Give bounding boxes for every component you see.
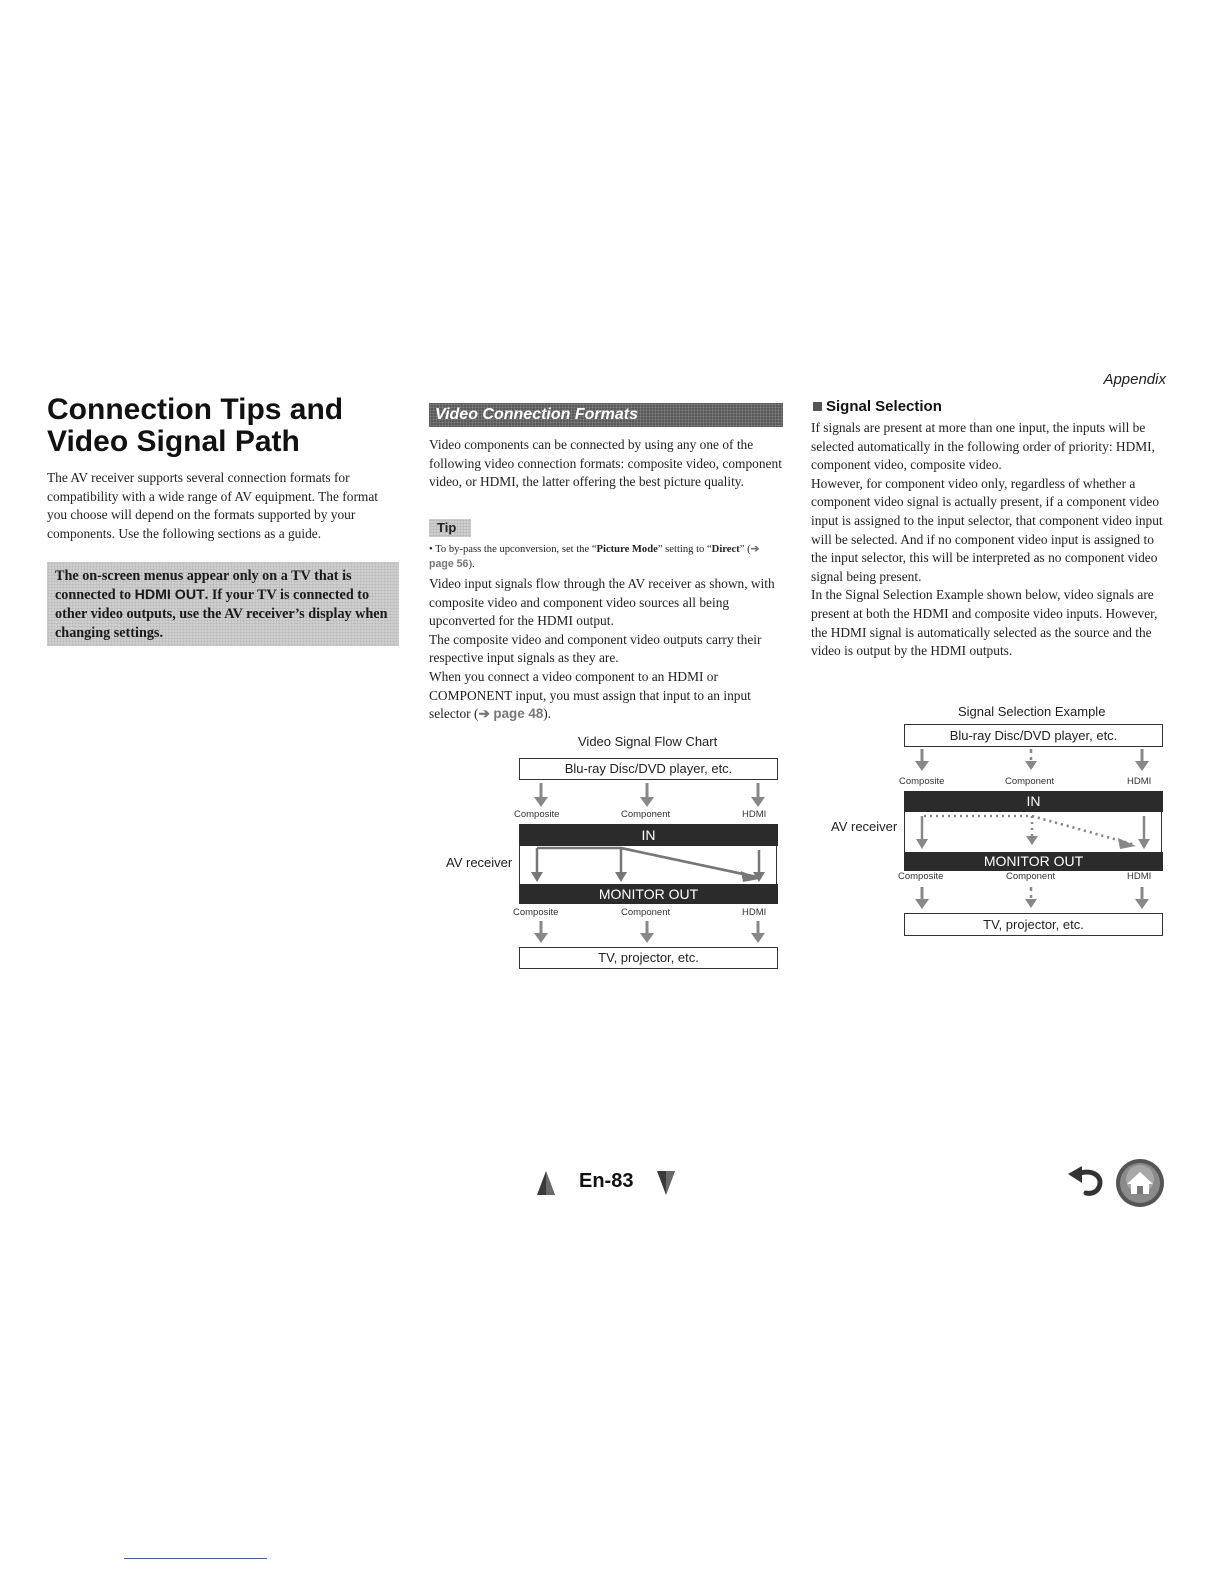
flow-in-arrows <box>505 780 795 810</box>
note-box <box>47 562 399 646</box>
example-in-composite: Composite <box>899 776 945 787</box>
flow-internal-paths <box>519 846 778 884</box>
assign-paragraph: When you connect a video component to an HDMI or COMPONENT input, you must assign that input to an input selector (➔ page 48). <box>429 668 751 722</box>
hdmi-out-term: HDMI OUT <box>134 587 205 603</box>
example-paragraph: In the Signal Selection Example shown below, video signals are present at both the HDMI and composite video inputs. However, the HDMI signal is automatically selected as the source and the video is output by the HDMI outputs. <box>811 587 1158 659</box>
section-label: Appendix <box>1103 371 1166 388</box>
section-banner <box>429 403 783 427</box>
example-out-bar: MONITOR OUT <box>904 852 1163 871</box>
example-in-hdmi: HDMI <box>1127 776 1152 787</box>
priority-paragraph: If signals are present at more than one input, the inputs will be selected automatically in the following order of priority: HDMI, component video, composite video. <box>811 420 1155 473</box>
tip-label: Tip <box>437 520 457 535</box>
page-title <box>47 394 407 458</box>
example-out-component: Component <box>1006 871 1056 882</box>
flow-chart-title: Video Signal Flow Chart <box>578 734 718 749</box>
page-56-link[interactable]: ➔ page 56 <box>429 543 760 570</box>
example-source-box: Blu-ray Disc/DVD player, etc. <box>904 724 1163 747</box>
intro-paragraph: The AV receiver supports several connection formats for compatibility with a wide range of AV equipment. The format you choose will depend on the formats supported by your components. Use the following sections as a guide. <box>47 470 378 541</box>
example-out-composite: Composite <box>898 871 944 882</box>
component-paragraph: However, for component video only, regardless of whether a component video signal is actually present, if a component video input is assigned to the input selector, that component video input will be selected. And if no component video input is assigned to the input selector, this will be interpreted as no component video signal being present. <box>811 475 1163 584</box>
note-text: The on-screen menus appear only on a TV that is connected to HDMI OUT. If your TV is connected to other video outputs, use the AV receiver’s display when changing settings. <box>55 568 388 641</box>
banner-title: Video Connection Formats <box>435 406 638 423</box>
signal-selection-text <box>811 419 1167 661</box>
home-icon[interactable] <box>1114 1157 1166 1209</box>
tip-badge <box>429 519 471 537</box>
page-title-line2: Video Signal Path <box>47 425 300 458</box>
flow-out-component: Component <box>621 907 671 918</box>
signal-flow-text <box>429 575 783 724</box>
flow-in-bar: IN <box>519 824 778 846</box>
formats-paragraph: Video components can be connected by using any one of the following video connection formats: composite video, component video, or HDMI, the latter offering the best picture quality. <box>429 437 782 490</box>
signal-selection-heading: Signal Selection <box>813 398 942 415</box>
flow-out-bar: MONITOR OUT <box>519 884 778 904</box>
example-out-arrows <box>900 884 1170 914</box>
flow-out-hdmi: HDMI <box>742 907 767 918</box>
previous-page-icon[interactable] <box>536 1170 556 1196</box>
page-number: En-83 <box>579 1170 634 1192</box>
page-title-line1: Connection Tips and <box>47 393 344 426</box>
flow-in-hdmi: HDMI <box>742 809 767 820</box>
heading-square-icon <box>813 402 822 411</box>
flow-out-composite: Composite <box>513 907 559 918</box>
example-sink-box: TV, projector, etc. <box>904 913 1163 936</box>
page-48-link[interactable]: ➔ page 48 <box>478 706 544 722</box>
flow-in-component: Component <box>621 809 671 820</box>
selection-example-title: Signal Selection Example <box>958 704 1106 719</box>
flow-source-box: Blu-ray Disc/DVD player, etc. <box>519 758 778 780</box>
flow-receiver-label: AV receiver <box>446 855 513 870</box>
signal-flow-paragraph: Video input signals flow through the AV receiver as shown, with composite video and component video sources all being upconverted for the HDMI output. <box>429 576 775 629</box>
tip-note: • To by-pass the upconversion, set the “Picture Mode” setting to “Direct” (➔ page 56). <box>429 543 760 570</box>
back-icon[interactable] <box>1066 1165 1106 1197</box>
bottom-rule <box>124 1558 267 1559</box>
example-out-hdmi: HDMI <box>1127 871 1152 882</box>
example-internal-paths <box>904 812 1163 852</box>
outputs-paragraph: The composite video and component video outputs carry their respective input signals as they are. <box>429 631 762 666</box>
next-page-icon[interactable] <box>656 1170 676 1196</box>
example-in-bar: IN <box>904 791 1163 812</box>
example-in-component: Component <box>1005 776 1055 787</box>
flow-out-arrows <box>505 918 795 948</box>
flow-sink-box: TV, projector, etc. <box>519 947 778 969</box>
flow-in-composite: Composite <box>514 809 560 820</box>
example-receiver-label: AV receiver <box>831 819 898 834</box>
example-in-arrows <box>900 746 1170 776</box>
